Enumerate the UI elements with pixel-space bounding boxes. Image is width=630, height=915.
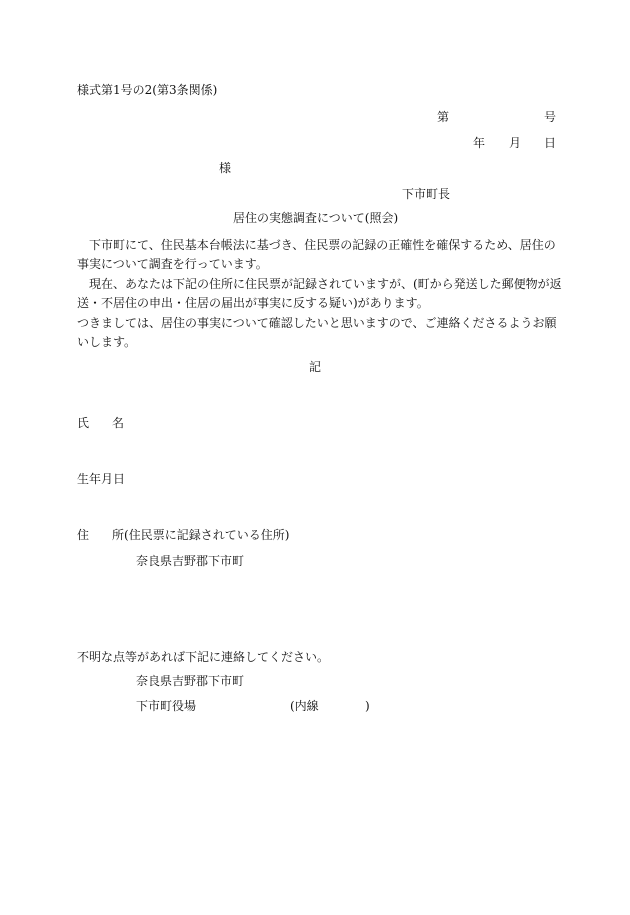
- contact-note: 不明な点等があれば下記に連絡してください。: [77, 650, 330, 664]
- address-note: (住民票に記録されている住所): [124, 528, 290, 542]
- document-number-suffix: 号: [544, 110, 557, 124]
- document-title: 居住の実態調査について(照会): [233, 211, 399, 225]
- date-year: 年: [473, 136, 486, 150]
- body-line: いします。: [77, 335, 137, 349]
- address-label-char: 所: [112, 528, 125, 542]
- addressee-suffix: 様: [219, 161, 232, 175]
- sender: 下市町長: [402, 187, 451, 201]
- address-label-char: 住: [77, 528, 90, 542]
- name-label-char: 名: [112, 416, 125, 430]
- address-value: 奈良県吉野郡下市町: [136, 554, 245, 568]
- date-month: 月: [509, 136, 522, 150]
- extension-close: ): [365, 699, 370, 713]
- contact-address: 奈良県吉野郡下市町: [136, 674, 245, 688]
- body-line: つきましては、居住の事実について確認したいと思いますので、ご連絡くださるようお願: [77, 316, 557, 330]
- name-label-char: 氏: [77, 416, 90, 430]
- body-line: 現在、あなたは下記の住所に住民票が記録されていますが、(町から発送した郵便物が返: [89, 277, 562, 291]
- body-line: 下市町にて、住民基本台帳法に基づき、住民票の記録の正確性を確保するため、居住の: [89, 238, 556, 252]
- body-line: 事実について調査を行っています。: [77, 257, 268, 271]
- date-day: 日: [544, 136, 557, 150]
- birthdate-label: 生年月日: [77, 472, 126, 486]
- extension-open: (内線: [290, 699, 319, 713]
- contact-office: 下市町役場: [136, 699, 197, 713]
- ki-heading: 記: [309, 360, 322, 374]
- form-label: 様式第1号の2(第3条関係): [77, 83, 218, 97]
- address-label-line: [112, 528, 289, 542]
- body-line: 送・不居住の申出・住居の届出が事実に反する疑い)があります。: [77, 296, 429, 310]
- document-number-prefix: 第: [437, 110, 450, 124]
